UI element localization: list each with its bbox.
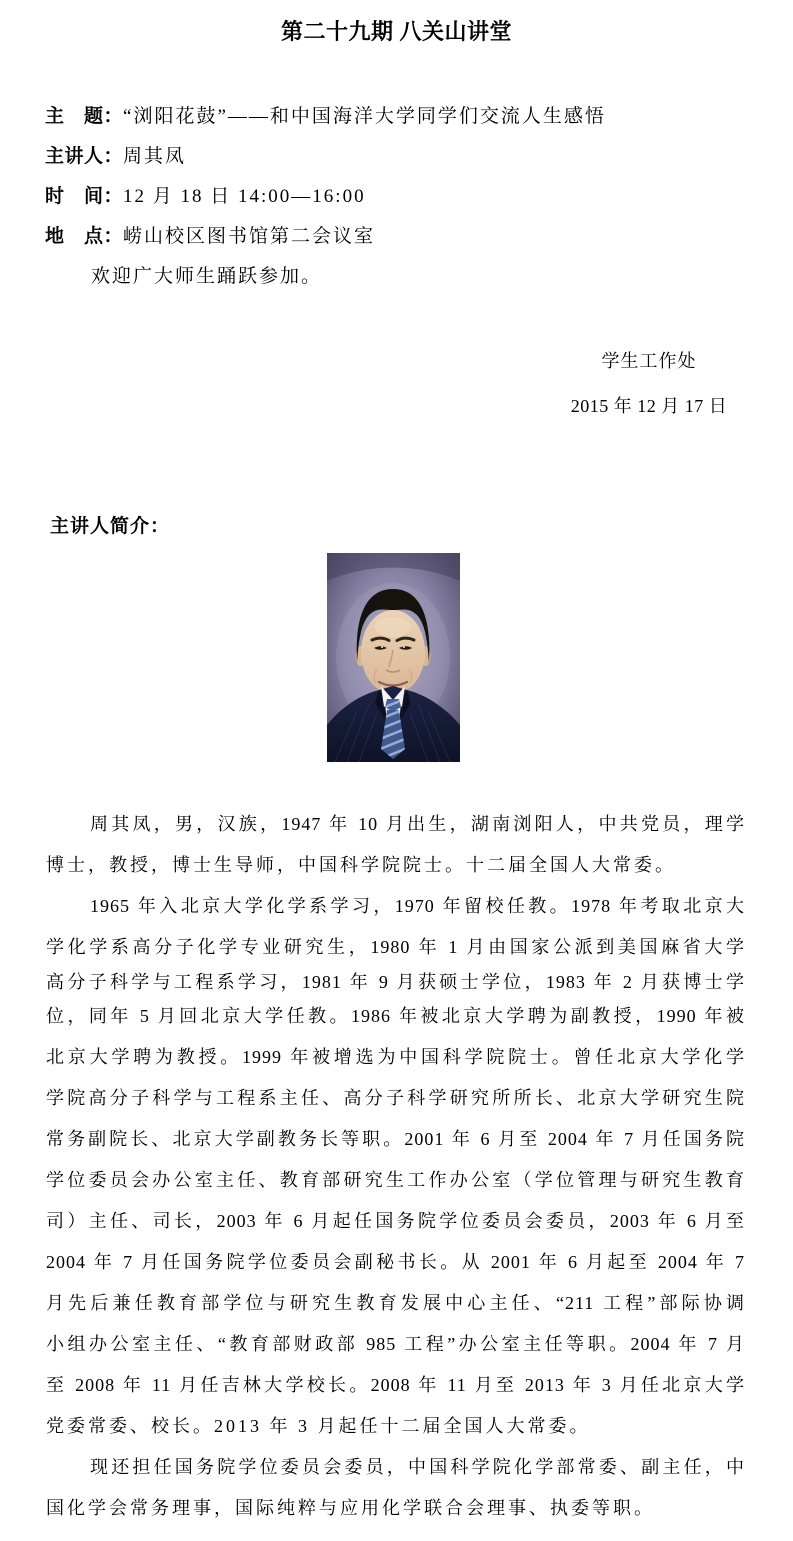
bio-line: 周其凤，男，汉族，1947 年 10 月出生，湖南浏阳人，中共党员，理学 xyxy=(90,814,745,834)
bio-line: 2004 年 7 月任国务院学位委员会副秘书长。从 2001 年 6 月起至 2004 年 7 xyxy=(46,1252,745,1272)
bio-line: 司）主任、司长，2003 年 6 月起任国务院学位委员会委员，2003 年 6 月至 xyxy=(46,1211,745,1231)
bio-line: 北京大学聘为教授。1999 年被增选为中国科学院院士。曾任北京大学化学 xyxy=(46,1047,745,1067)
bio-line: 至 2008 年 11 月任吉林大学校长。2008 年 11 月至 2013 年 3 月任北京大学 xyxy=(46,1375,745,1395)
bio-line: 常务副院长、北京大学副教务长等职。2001 年 6 月至 2004 年 7 月任国务院 xyxy=(46,1129,745,1149)
info-label: 主 题： xyxy=(45,106,124,127)
bio-line: 学院高分子科学与工程系主任、高分子科学研究所所长、北京大学研究生院 xyxy=(46,1088,745,1108)
bio-line: 月先后兼任教育部学位与研究生教育发展中心主任、“211 工程”部际协调 xyxy=(46,1293,745,1313)
bio-line: 高分子科学与工程系学习，1981 年 9 月获硕士学位，1983 年 2 月获博士学 xyxy=(46,972,745,992)
event-info-rows xyxy=(45,97,757,257)
info-row xyxy=(45,177,757,217)
bio-line: 博士，教授，博士生导师，中国科学院院士。十二届全国人大常委。 xyxy=(46,855,676,875)
page-title: 第二十九期 八关山讲堂 xyxy=(280,19,512,44)
bio-line: 1965 年入北京大学化学系学习，1970 年留校任教。1978 年考取北京大 xyxy=(90,896,745,916)
speaker-photo xyxy=(327,553,460,762)
signoff-department: 学生工作处 xyxy=(601,351,697,371)
info-row xyxy=(45,97,757,137)
info-value: 崂山校区图书馆第二会议室 xyxy=(123,226,376,247)
bio-paragraph xyxy=(46,804,745,886)
info-value: “浏阳花鼓”——和中国海洋大学同学们交流人生感悟 xyxy=(123,106,606,127)
portrait-svg xyxy=(327,553,460,762)
bio-line: 小组办公室主任、“教育部财政部 985 工程”办公室主任等职。2004 年 7 月 xyxy=(46,1334,745,1354)
speaker-bio xyxy=(46,804,745,1529)
info-label: 时 间： xyxy=(45,186,124,207)
welcome-note: 欢迎广大师生踊跃参加。 xyxy=(91,266,323,287)
bio-paragraph xyxy=(46,1447,745,1529)
info-value: 12 月 18 日 14:00—16:00 xyxy=(123,186,366,207)
intro-heading: 主讲人简介： xyxy=(50,516,171,537)
bio-line: 国化学会常务理事，国际纯粹与应用化学联合会理事、执委等职。 xyxy=(46,1498,655,1518)
bio-line: 现还担任国务院学位委员会委员，中国科学院化学部常委、副主任，中 xyxy=(90,1457,745,1477)
info-row xyxy=(45,137,757,177)
signoff-date: 2015 年 12 月 17 日 xyxy=(570,396,728,416)
bio-line: 党委常委、校长。2013 年 3 月起任十二届全国人大常委。 xyxy=(46,1416,591,1436)
info-row xyxy=(45,217,757,257)
info-label: 地 点： xyxy=(45,226,124,247)
signoff-block xyxy=(479,351,793,416)
bio-line: 位，同年 5 月回北京大学任教。1986 年被北京大学聘为副教授，1990 年被 xyxy=(46,1006,745,1026)
info-label: 主讲人： xyxy=(45,146,124,167)
bio-line: 学化学系高分子化学专业研究生，1980 年 1 月由国家公派到美国麻省大学 xyxy=(46,937,745,957)
event-info xyxy=(45,97,757,297)
bio-paragraph xyxy=(46,886,745,1447)
bio-line: 学位委员会办公室主任、教育部研究生工作办公室（学位管理与研究生教育 xyxy=(46,1170,745,1190)
info-value: 周其凤 xyxy=(123,146,187,167)
